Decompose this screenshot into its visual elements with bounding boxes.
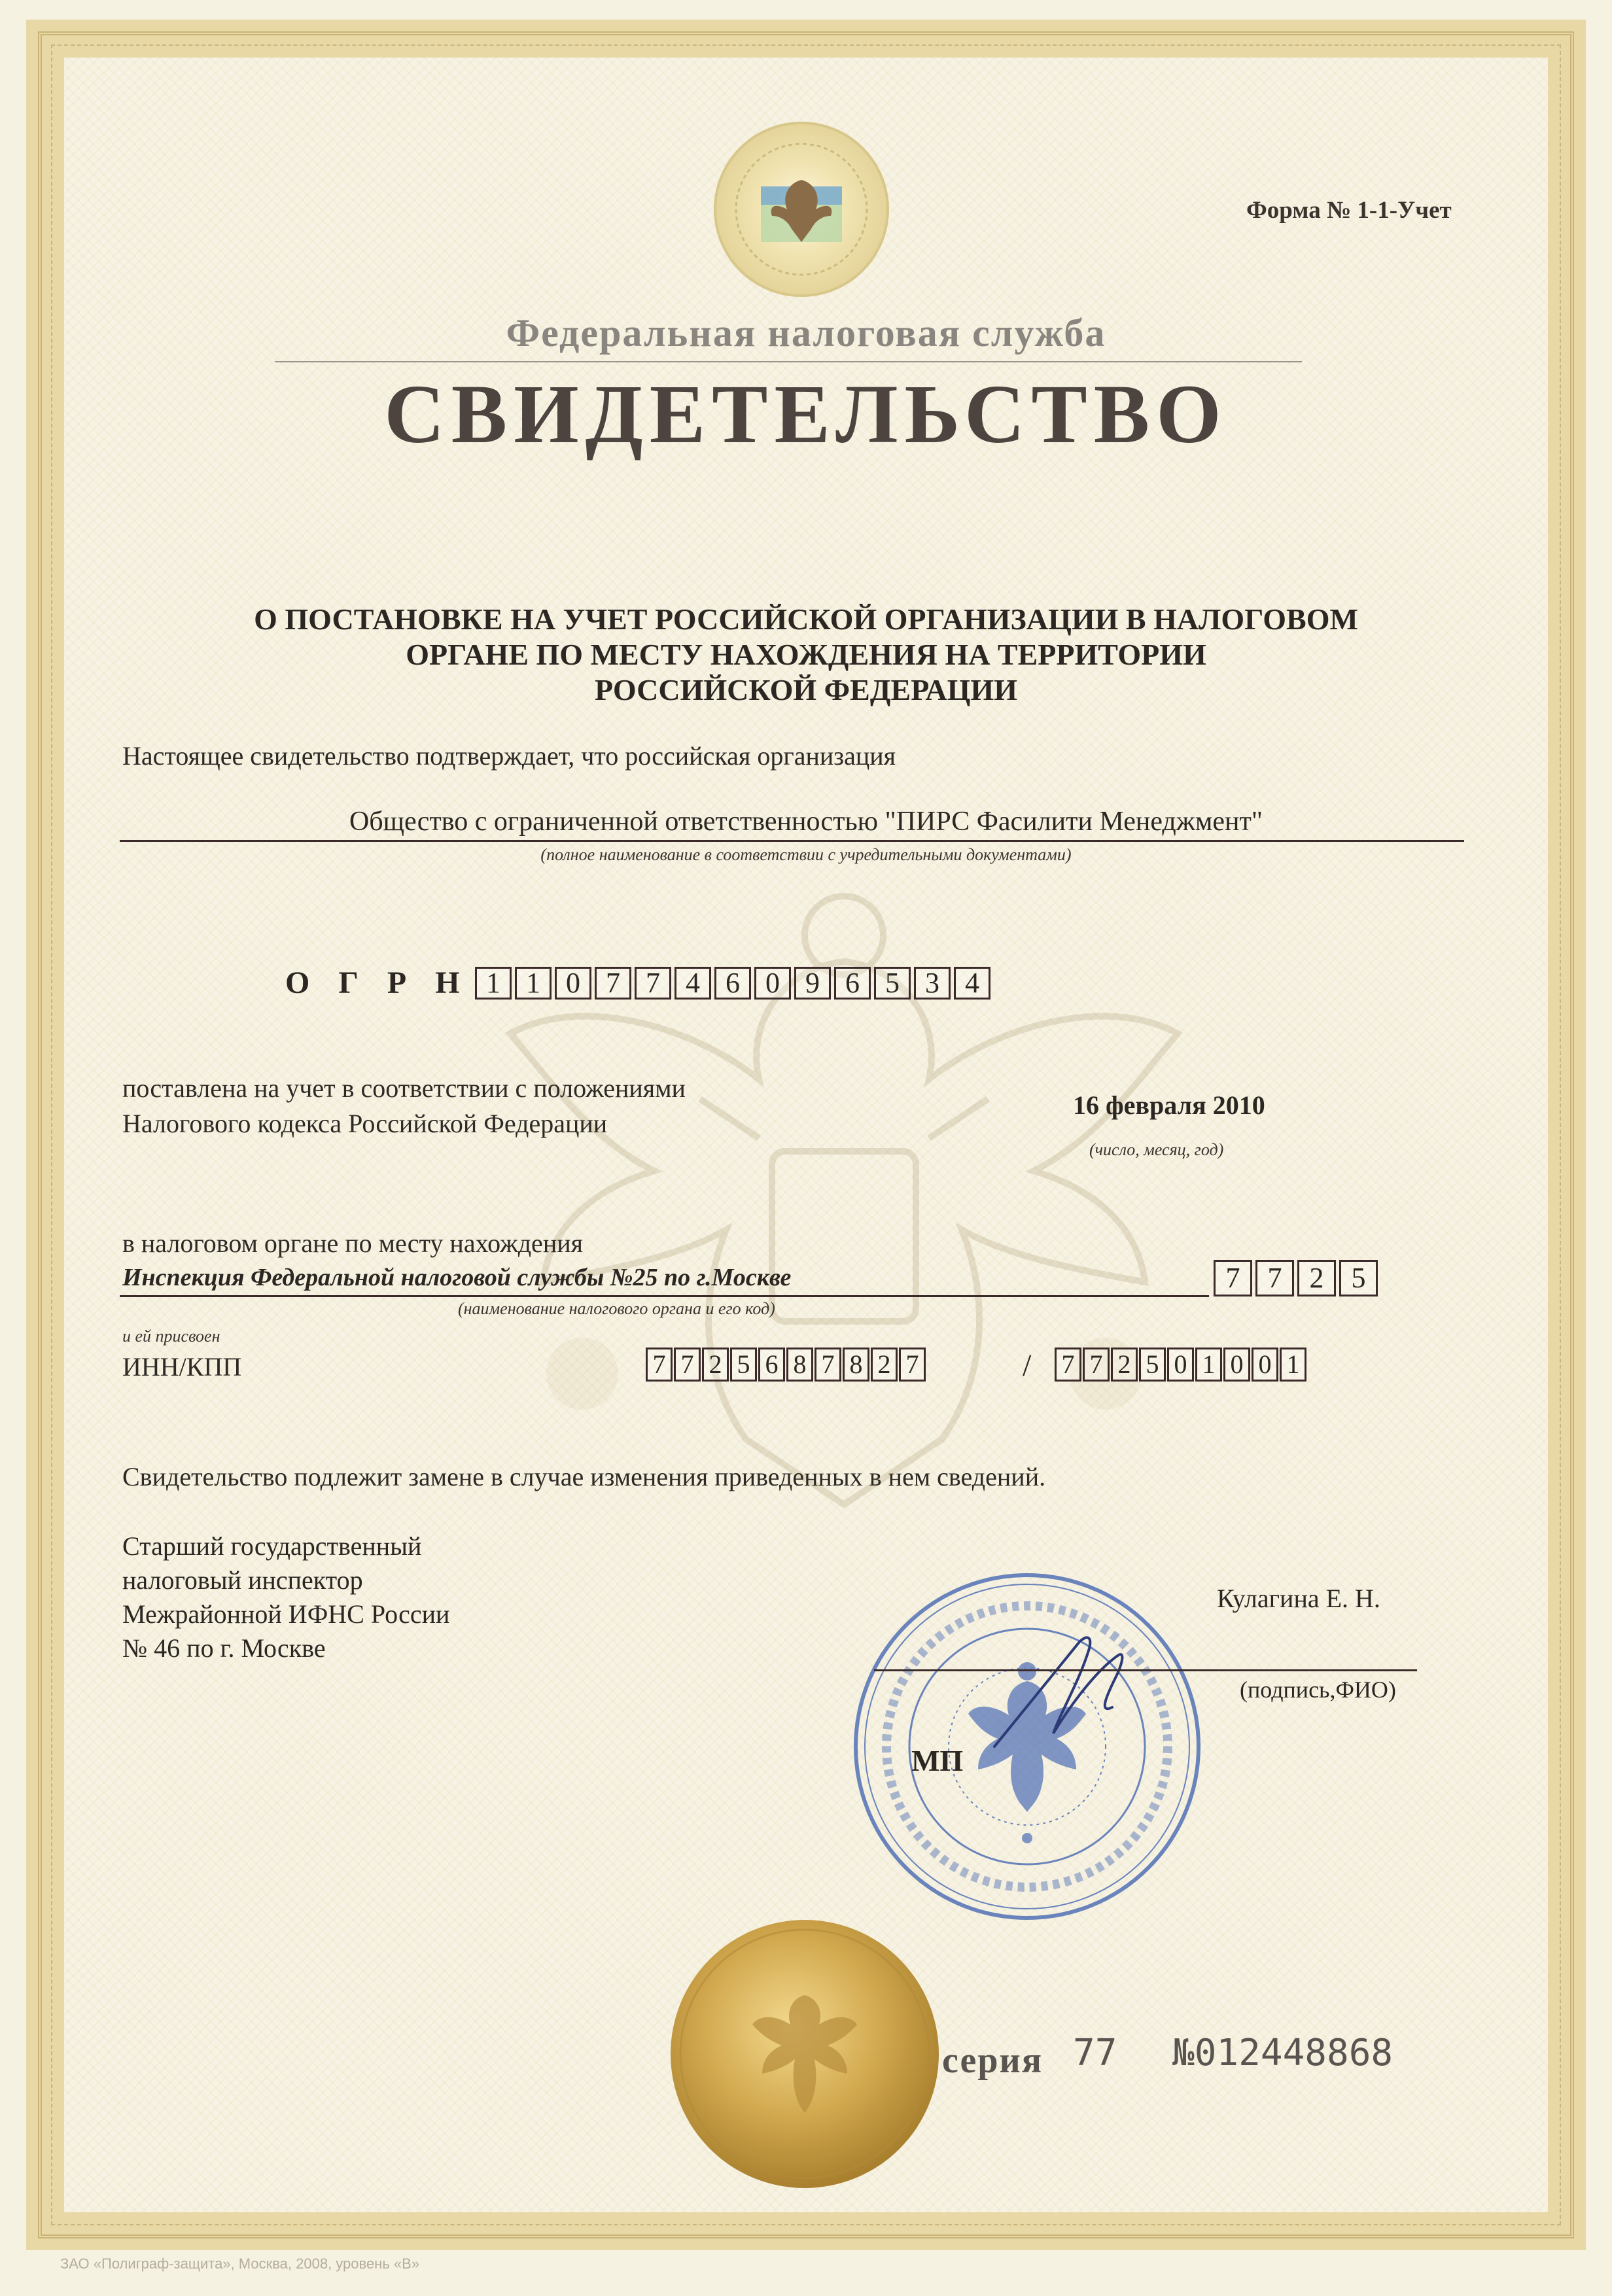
series-label: серия (942, 2040, 1043, 2081)
signature-line (874, 1669, 1417, 1671)
stamp-place-label: МП (911, 1744, 964, 1777)
inn-kpp-separator: / (1023, 1348, 1032, 1383)
ogrn-digit: 4 (675, 967, 711, 1000)
kpp-digit: 7 (1083, 1348, 1110, 1382)
organization-underline (120, 840, 1464, 842)
kpp-digit: 1 (1195, 1348, 1222, 1382)
kpp-digit: 2 (1111, 1348, 1138, 1382)
ogrn-digit: 1 (515, 967, 552, 1000)
service-divider (275, 361, 1302, 362)
ogrn-digit: 3 (914, 967, 951, 1000)
kpp-digit: 5 (1139, 1348, 1166, 1382)
subtitle-line-1: О ПОСТАНОВКЕ НА УЧЕТ РОССИЙСКОЙ ОРГАНИЗАЦИИ В НАЛОГОВОМ (254, 602, 1358, 636)
kpp-digit: 7 (1055, 1348, 1081, 1382)
inn-digit: 7 (899, 1348, 926, 1382)
inn-digit: 2 (702, 1348, 729, 1382)
inn-digit: 8 (843, 1348, 869, 1382)
ogrn-digit: 7 (595, 967, 631, 1000)
inn-digit: 6 (758, 1348, 785, 1382)
assigned-label: и ей присвоен (122, 1327, 220, 1346)
kpp-digit: 1 (1280, 1348, 1306, 1382)
ogrn-digit: 0 (754, 967, 791, 1000)
ogrn-digit: 1 (475, 967, 512, 1000)
certificate-number: №012448868 (1172, 2032, 1393, 2074)
inn-digit: 7 (815, 1348, 841, 1382)
document-subtitle (0, 602, 1612, 708)
kpp-digit-boxes (1053, 1348, 1306, 1382)
replacement-note: Свидетельство подлежит замене в случае изменения приведенных в нем сведений. (122, 1462, 1046, 1491)
subtitle-line-2: ОРГАНЕ ПО МЕСТУ НАХОЖДЕНИЯ НА ТЕРРИТОРИИ (406, 638, 1206, 671)
registration-text-line-2: Налогового кодекса Российской Федерации (122, 1109, 608, 1138)
form-number: Форма № 1-1-Учет (1246, 197, 1452, 224)
inn-digit-boxes (644, 1348, 926, 1382)
authority-code-digit: 5 (1339, 1260, 1378, 1296)
inn-digit: 7 (646, 1348, 673, 1382)
inn-digit: 2 (871, 1348, 898, 1382)
organization-caption: (полное наименование в соответствии с учредительными документами) (540, 845, 1072, 864)
signer-line-1: Старший государственный (122, 1531, 422, 1561)
kpp-digit: 0 (1223, 1348, 1250, 1382)
series-value: 77 (1073, 2032, 1117, 2074)
organization-name: Общество с ограниченной ответственностью "ПИРС Фасилити Менеджмент" (349, 807, 1263, 837)
authority-code-digit: 7 (1255, 1260, 1294, 1296)
ogrn-digit: 5 (874, 967, 911, 1000)
tax-authority-label: в налоговом органе по месту нахождения (122, 1228, 584, 1258)
ogrn-digit: 6 (714, 967, 751, 1000)
inn-digit: 8 (786, 1348, 813, 1382)
ogrn-digit-boxes (472, 967, 990, 1000)
tax-authority-code-boxes (1210, 1260, 1378, 1296)
intro-text: Настоящее свидетельство подтверждает, что российская организация (122, 741, 896, 771)
ogrn-label: ОГРН (285, 965, 489, 1000)
printer-info: ЗАО «Полиграф-защита», Москва, 2008, уровень «В» (60, 2255, 420, 2272)
inn-kpp-label: ИНН/КПП (122, 1352, 242, 1382)
tax-authority-name: Инспекция Федеральной налоговой службы №25 по г.Москве (122, 1264, 792, 1291)
service-name: Федеральная налоговая служба (506, 311, 1106, 355)
kpp-digit: 0 (1252, 1348, 1278, 1382)
ogrn-digit: 6 (834, 967, 871, 1000)
authority-code-digit: 7 (1214, 1260, 1252, 1296)
gold-seal (667, 1917, 942, 2191)
signer-line-3: Межрайонной ИФНС России (122, 1599, 450, 1629)
tax-authority-caption: (наименование налогового органа и его код) (458, 1299, 775, 1318)
ogrn-digit: 4 (954, 967, 990, 1000)
signer-line-4: № 46 по г. Москве (122, 1633, 326, 1663)
ogrn-digit: 7 (635, 967, 671, 1000)
inn-digit: 7 (674, 1348, 701, 1382)
signer-name: Кулагина Е. Н. (1217, 1584, 1380, 1613)
registration-date: 16 февраля 2010 (1073, 1090, 1265, 1120)
ogrn-digit: 9 (794, 967, 831, 1000)
signature-caption: (подпись,ФИО) (1240, 1677, 1396, 1703)
signer-line-2: налоговый инспектор (122, 1565, 363, 1595)
handwritten-signature (981, 1616, 1165, 1760)
signer-position (122, 1529, 449, 1665)
tax-authority-underline (120, 1295, 1209, 1297)
inn-digit: 5 (730, 1348, 757, 1382)
hologram-emblem (710, 118, 893, 301)
ogrn-digit: 0 (555, 967, 591, 1000)
document-title: СВИДЕТЕЛЬСТВО (384, 368, 1228, 461)
kpp-digit: 0 (1167, 1348, 1194, 1382)
subtitle-line-3: РОССИЙСКОЙ ФЕДЕРАЦИИ (595, 673, 1017, 706)
authority-code-digit: 2 (1297, 1260, 1336, 1296)
registration-date-caption: (число, месяц, год) (1089, 1140, 1224, 1159)
registration-text-line-1: поставлена на учет в соответствии с положениями (122, 1073, 686, 1103)
